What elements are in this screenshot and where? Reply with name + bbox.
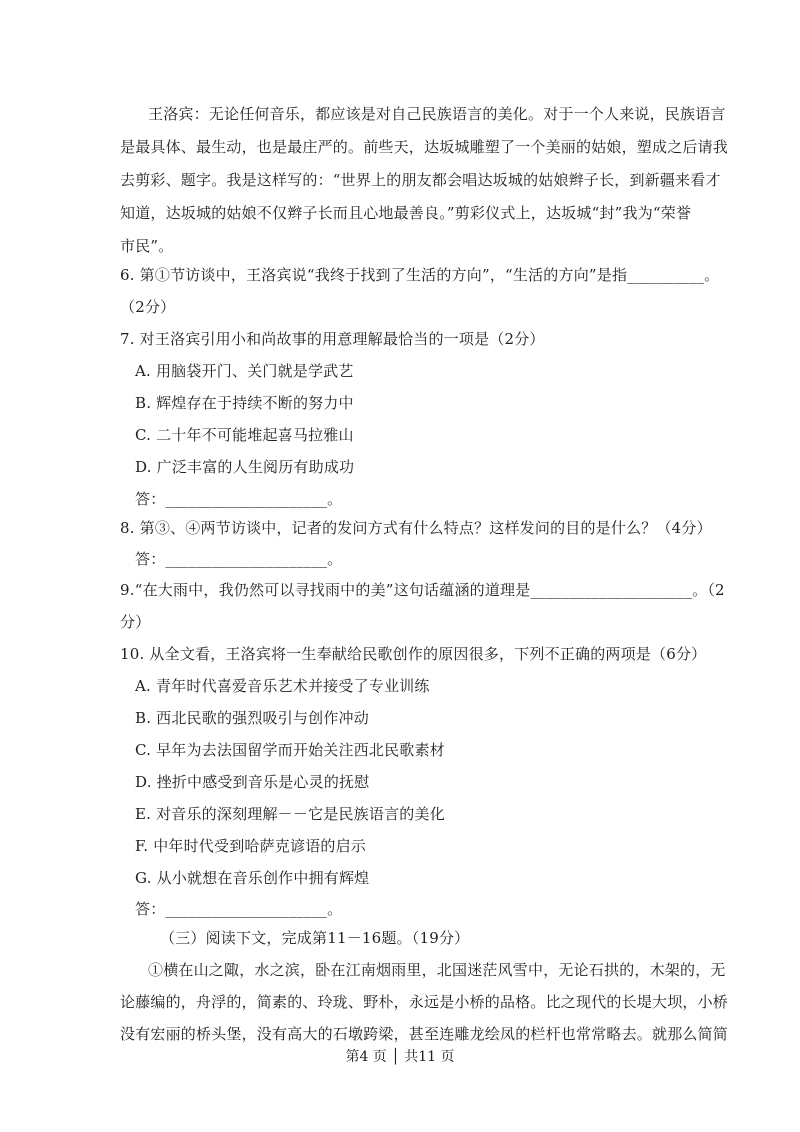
option-c: C. 二十年不可能堆起喜马拉雅山 <box>135 426 354 444</box>
option-a: A. 青年时代喜爱音乐艺术并接受了专业训练 <box>135 677 430 695</box>
option-f: F. 中年时代受到哈萨克谚语的启示 <box>135 837 367 855</box>
option-a: A. 用脑袋开门、关门就是学武艺 <box>135 362 354 380</box>
question-stem: 7. 对王洛宾引用小和尚故事的用意理解最恰当的一项是（2分） <box>120 330 545 348</box>
passage-line: 去剪彩、题字。我是这样写的：“世界上的朋友都会唱达坂城的姑娘辫子长，到新疆来看才 <box>120 171 721 189</box>
answer-line: 答：_____________________。 <box>135 490 343 508</box>
passage-line: 王洛宾：无论任何音乐，都应该是对自己民族语言的美化。对于一个人来说，民族语言 <box>148 105 726 123</box>
question-stem: 6. 第①节访谈中，王洛宾说“我终于找到了生活的方向”，“生活的方向”是指__________。 <box>120 266 720 284</box>
page-footer: 第4 页 │ 共11 页 <box>345 1049 455 1065</box>
passage-line: 没有宏丽的桥头堡，没有高大的石墩跨梁，甚至连雕龙绘凤的栏杆也常常略去。就那么简简 <box>120 1025 729 1043</box>
question-stem: 9.“在大雨中，我仍然可以寻找雨中的美”这句话蕴涵的道理是_____________________。（2 <box>120 581 725 599</box>
question-stem: 8. 第③、④两节访谈中，记者的发问方式有什么特点？这样发问的目的是什么？（4分） <box>120 519 712 537</box>
option-b: B. 辉煌存在于持续不断的努力中 <box>135 394 354 412</box>
question-points: （2分） <box>120 298 176 316</box>
passage-line: 论藤编的，舟浮的，简素的、玲珑、野朴，永远是小桥的品格。比之现代的长堤大坝，小桥 <box>120 993 729 1011</box>
passage-line: 知道，达坂城的姑娘不仅辫子长而且心地最善良。”剪彩仪式上，达坂城“封”我为“荣誉 <box>120 204 692 222</box>
option-b: B. 西北民歌的强烈吸引与创作冲动 <box>135 709 369 727</box>
option-d: D. 挫折中感受到音乐是心灵的抚慰 <box>135 773 370 791</box>
passage-line: 市民”。 <box>120 237 174 255</box>
option-d: D. 广泛丰富的人生阅历有助成功 <box>135 458 355 476</box>
passage-line: 是最具体、最生动，也是最庄严的。前些天，达坂城雕塑了一个美丽的姑娘，塑成之后请我 <box>120 138 729 156</box>
section-heading: （三）阅读下文，完成第11－16题。（19分） <box>160 929 470 947</box>
option-e: E. 对音乐的深刻理解－－它是民族语言的美化 <box>135 805 445 823</box>
answer-line: 答：_____________________。 <box>135 550 343 568</box>
passage-line: ①横在山之陬，水之滨，卧在江南烟雨里，北国迷茫风雪中，无论石拱的，木架的，无 <box>148 961 726 979</box>
answer-line: 答：_____________________。 <box>135 900 343 918</box>
option-c: C. 早年为去法国留学而开始关注西北民歌素材 <box>135 741 445 759</box>
question-stem: 10. 从全文看，王洛宾将一生奉献给民歌创作的原因很多，下列不正确的两项是（6分） <box>120 645 707 663</box>
question-points: 分） <box>120 613 151 631</box>
option-g: G. 从小就想在音乐创作中拥有辉煌 <box>135 869 370 887</box>
